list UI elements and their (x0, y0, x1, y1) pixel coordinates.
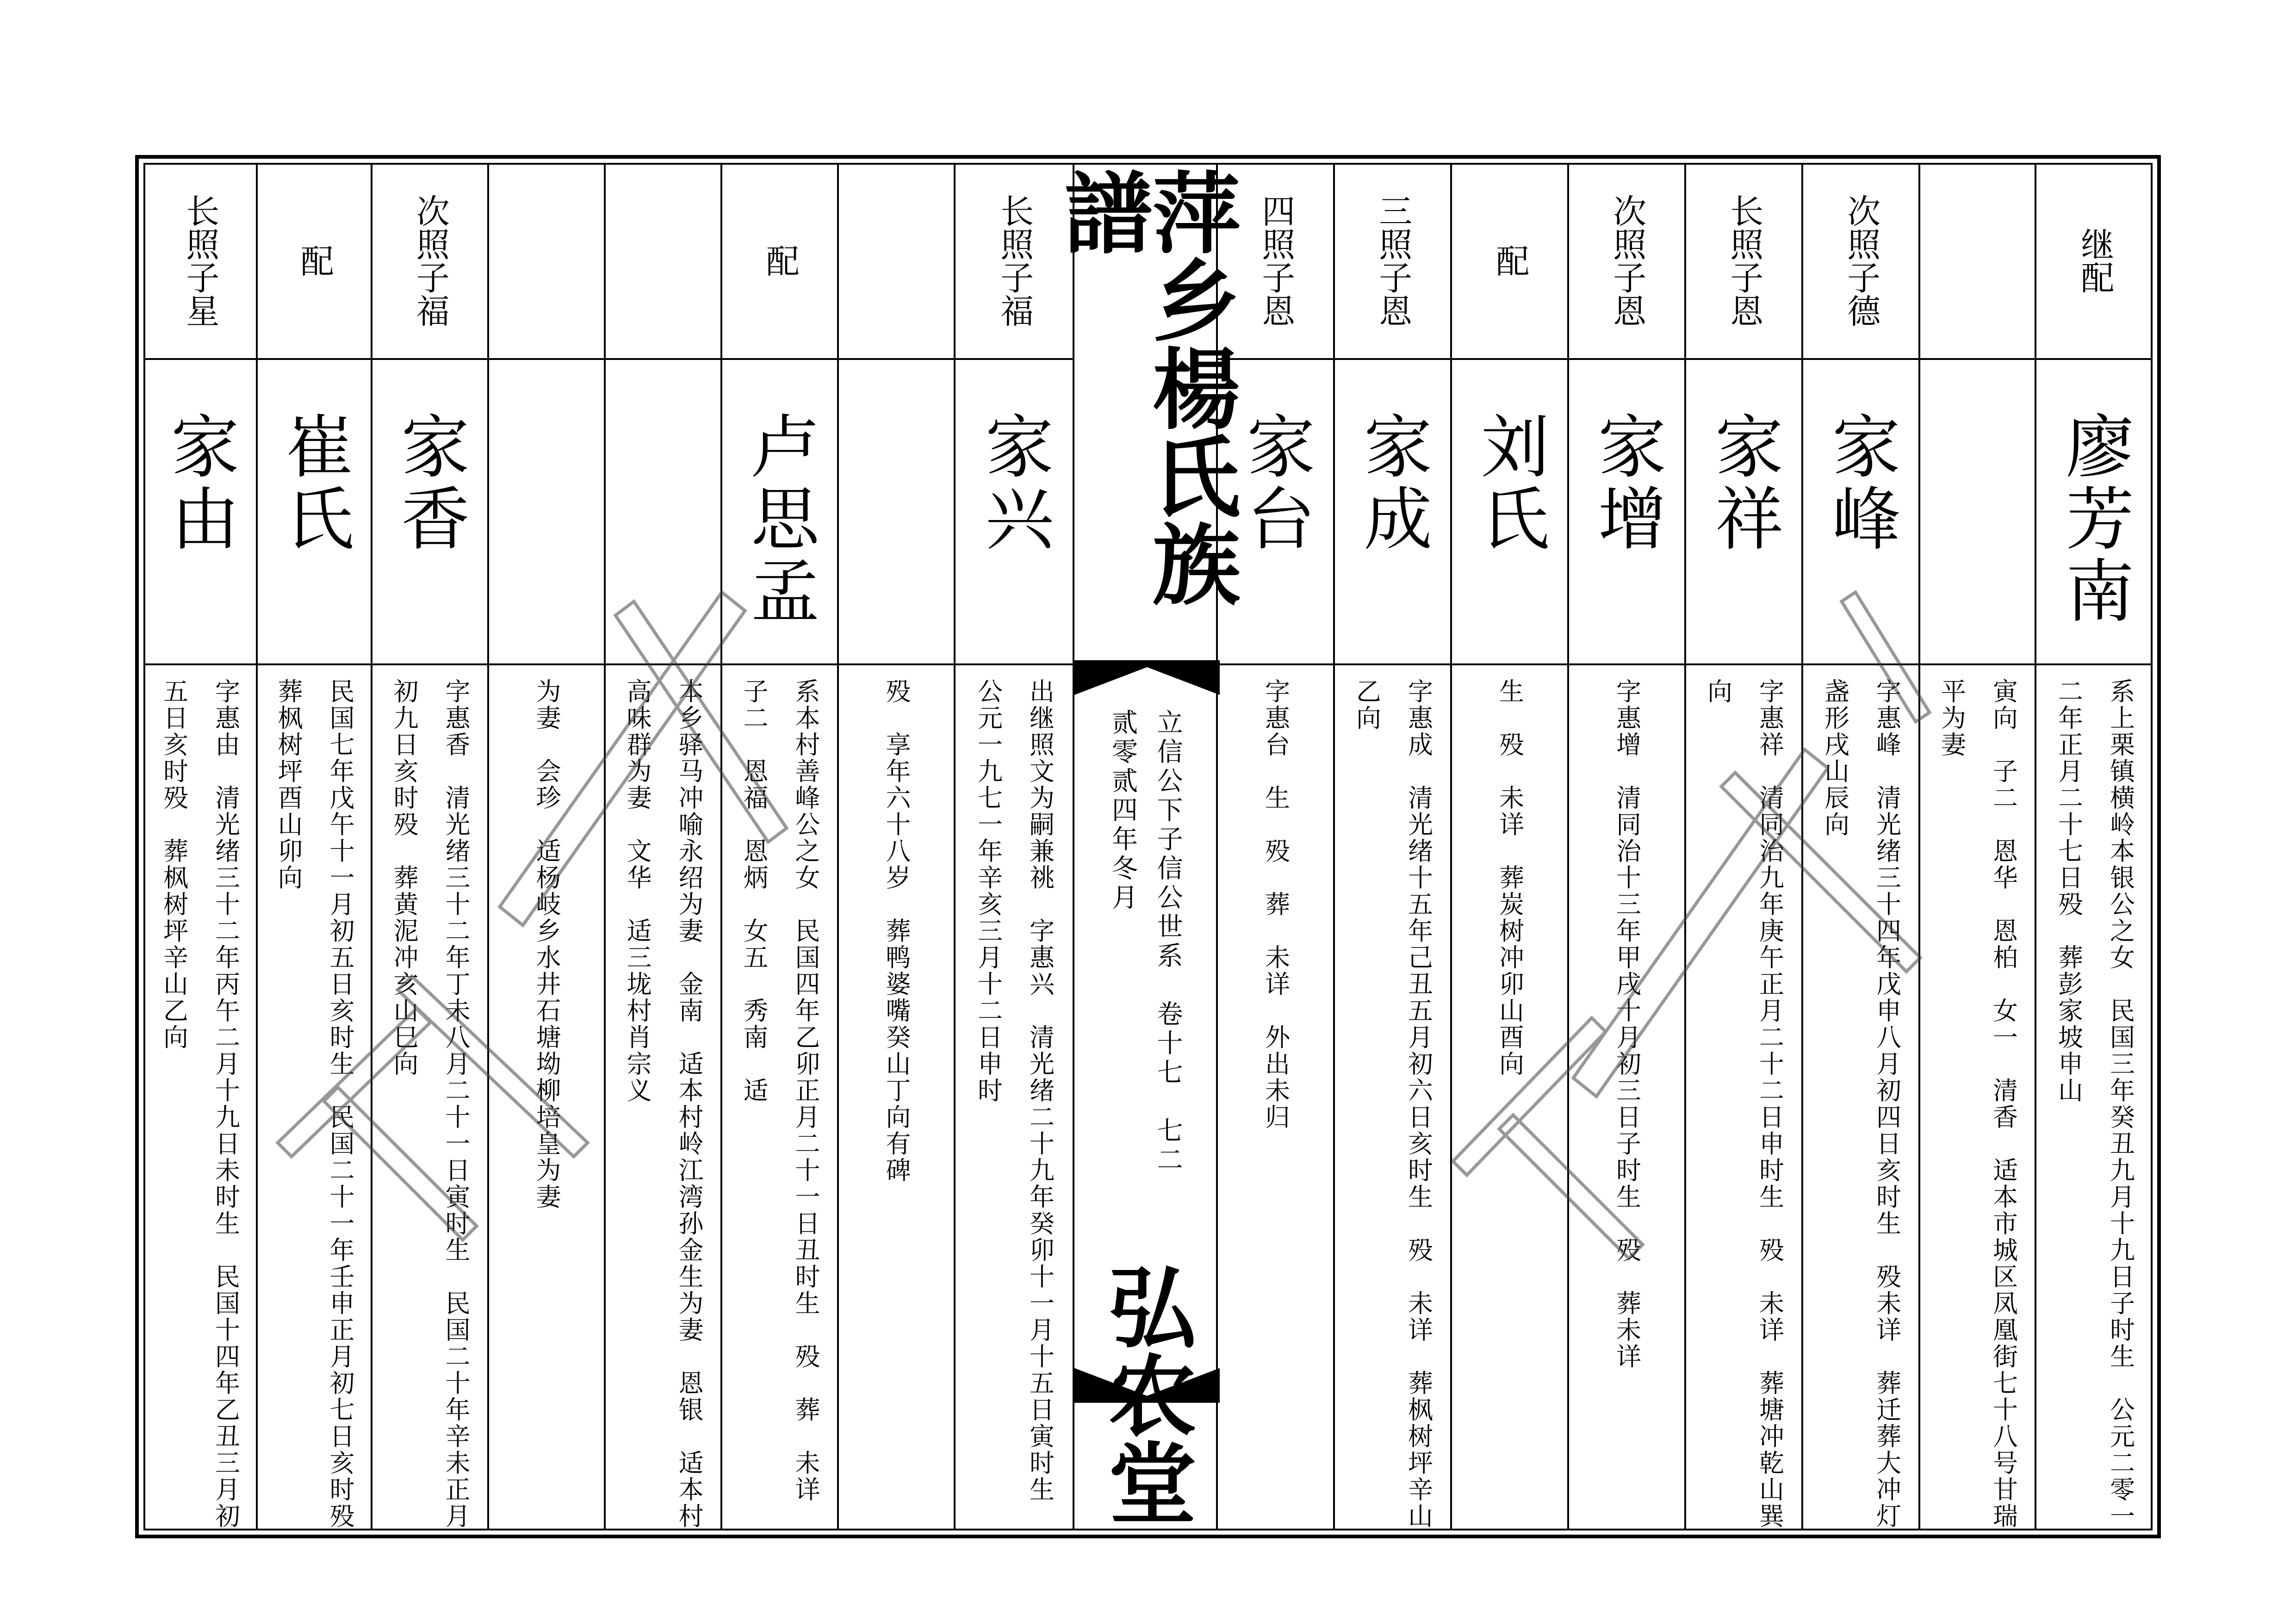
column-r6 (1335, 163, 1452, 1530)
biography-text: 出继照文为嗣兼祧 字惠兴 清光绪二十九年癸卯十一月十五日寅时生 公元一九七一年辛亥三月十二日申时 (974, 678, 1055, 1530)
biography-text: 系上栗镇横岭本银公之女 民国三年癸丑九月十九日子时生 公元二零一二年正月二十七日殁 葬彭家坡申山 (2054, 678, 2135, 1530)
biography-text: 系本村善峰公之女 民国四年乙卯正月二十一日丑时生 殁 葬 未详 子二 恩福 恩炳 女五 秀南 适 (739, 678, 820, 1530)
column-l2 (722, 163, 839, 1530)
biography-text: 生 殁 未详 葬炭树冲卯山酉向 (1495, 678, 1525, 1078)
person-name: 家祥 (1704, 411, 1784, 555)
page-number: 七二 (1153, 1117, 1183, 1175)
column-l6 (258, 163, 372, 1556)
column-l0 (956, 163, 1073, 1530)
relation-label: 长照子福 (995, 194, 1034, 327)
lineage-name: 立信公下子信公世系 (1153, 709, 1183, 971)
person-name: 崔氏 (274, 411, 354, 555)
person-name: 卢思孟 (740, 411, 819, 627)
relation-label: 配 (295, 244, 334, 277)
relation-label: 长照子恩 (1725, 194, 1764, 327)
relation-label: 次照子恩 (1607, 194, 1647, 327)
biography-text: 字惠增 清同治十三年甲戌十月初三日子时生 殁 葬未详 (1612, 678, 1642, 1370)
person-name: 家香 (390, 411, 470, 555)
column-r1 (1920, 163, 2036, 1530)
relation-label: 配 (760, 244, 800, 277)
biography-text: 字惠成 清光绪十五年己丑五月初六日亥时生 殁 未详 葬枫树坪辛山乙向 (1352, 678, 1433, 1530)
biography-text: 字惠峰 清光绪三十四年戊申八月初四日亥时生 殁未详 葬迁葬大冲灯盏形戌山辰向 (1820, 678, 1902, 1530)
biography-text: 字惠香 清光绪三十二年丁未八月二十一日寅时生 民国二十年辛未正月初九日亥时殁 葬黄泥冲亥山巳向 (390, 678, 471, 1530)
biography-text: 字惠由 清光绪三十二年丙午二月十九日未时生 民国十四年乙丑三月初五日亥时殁 葬枫树坪辛山乙向 (159, 678, 241, 1530)
relation-label: 次照子德 (1842, 194, 1881, 327)
column-l4 (489, 163, 606, 1530)
biography-text: 殁 享年六十八岁 葬鸭婆嘴癸山丁向有碑 (882, 678, 911, 1184)
column-l3 (606, 163, 722, 1530)
relation-label: 长照子星 (180, 194, 220, 327)
relation-label: 三照子恩 (1373, 194, 1413, 327)
person-name: 刘氏 (1470, 411, 1550, 555)
biography-text: 字惠台 生 殁 葬 未详 外出未归 (1261, 678, 1291, 1131)
column-r5 (1452, 163, 1569, 1530)
lineage-text (1154, 709, 1182, 1324)
book-title: 萍乡楊氏族譜 (1050, 167, 1241, 607)
person-name: 家台 (1235, 411, 1316, 555)
biography-text: 寅向 子二 恩华 恩柏 女一 清香 适本市城区凤凰街七十八号甘瑞平为妻 (1937, 678, 2018, 1530)
person-name: 家兴 (974, 411, 1054, 555)
column-l7 (143, 163, 258, 1530)
book-spine (1050, 163, 1241, 1530)
biography-text: 民国七年戊午十一月初五日亥时生 民国二十一年壬申正月初七日亥时殁 葬枫树坪酉山卯向 (274, 678, 355, 1556)
relation-label: 四照子恩 (1256, 194, 1296, 327)
column-r2 (1803, 163, 1920, 1530)
relation-label: 次照子福 (410, 194, 450, 327)
biography-text: 字惠祥 清同治九年庚午正月二十二日申时生 殁 未详 葬塘冲乾山巽向 (1703, 678, 1785, 1530)
column-r3 (1686, 163, 1803, 1530)
person-name: 家成 (1353, 411, 1433, 555)
biography-text: 为妻 会珍 适杨岐乡水井石塘坳柳培皇为妻 (532, 678, 561, 1210)
column-r4 (1569, 163, 1686, 1530)
person-name: 家峰 (1821, 411, 1901, 555)
column-l1 (839, 163, 956, 1530)
relation-label: 配 (1490, 244, 1530, 277)
person-name: 家由 (160, 411, 240, 555)
compile-date: 贰零贰四年冬月 (1108, 709, 1138, 913)
spine-info (1074, 709, 1216, 1324)
column-r0 (2036, 163, 2153, 1530)
volume-number: 卷十七 (1153, 1000, 1183, 1088)
person-name: 家增 (1587, 411, 1667, 555)
biography-text: 本乡驿马冲喻永绍为妻 金南 适本村岭江湾孙金生为妻 恩银 适本村高味群为妻 文华 适三垅村肖宗义 (623, 678, 704, 1530)
column-l5 (372, 163, 489, 1530)
relation-label: 继配 (2075, 227, 2115, 294)
hall-name: 弘农堂 (1094, 1262, 1197, 1526)
person-name: 廖芳南 (2054, 411, 2135, 627)
